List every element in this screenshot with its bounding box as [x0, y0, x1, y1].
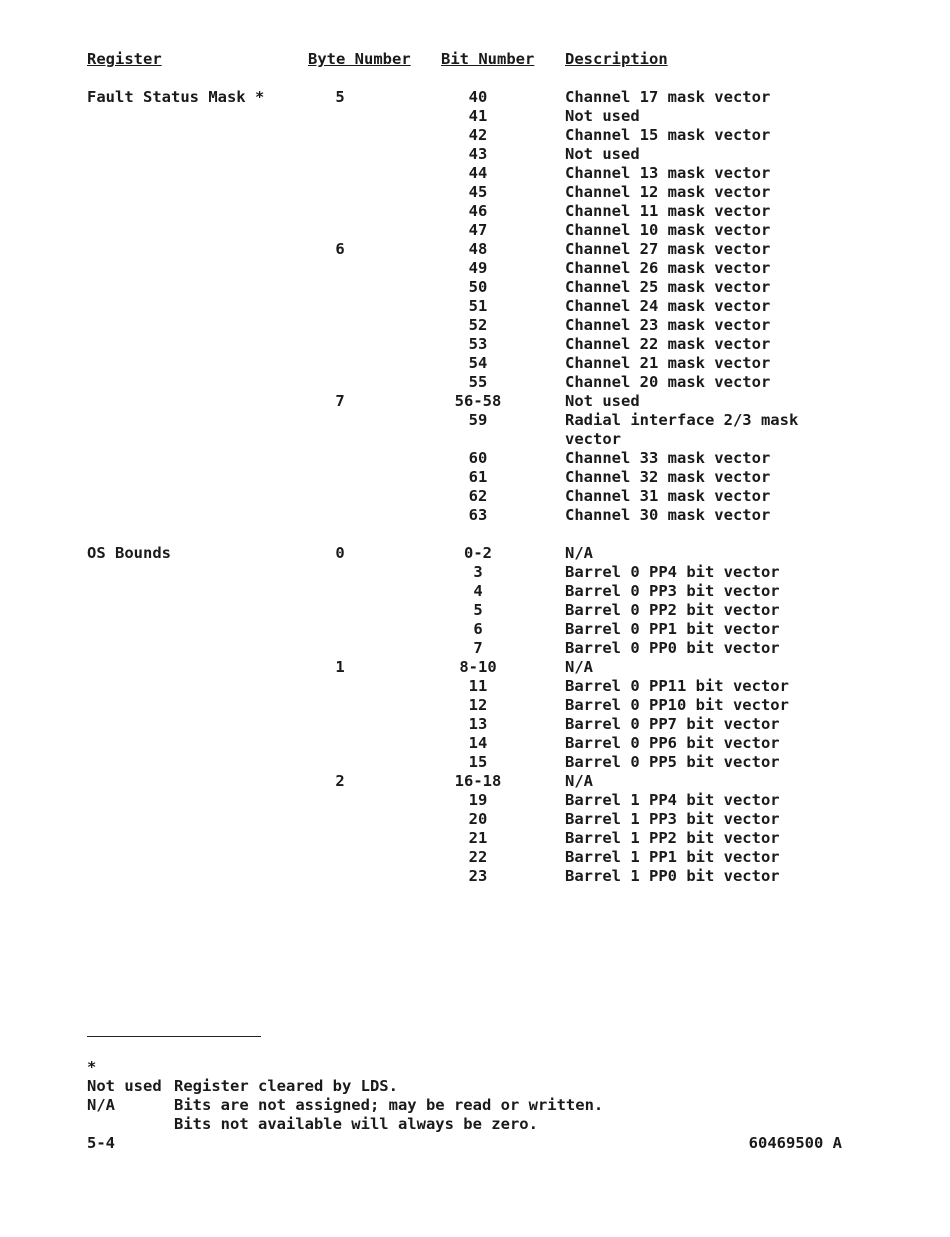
table-row	[0, 620, 950, 639]
description-cell: Channel 30 mask vector	[565, 506, 771, 524]
bit-number-cell: 53	[468, 335, 488, 353]
bit-number-cell: 45	[468, 183, 488, 201]
bit-number-cell: 14	[468, 734, 488, 752]
column-header-bit-number: Bit Number	[441, 50, 535, 68]
byte-number-cell: 5	[335, 88, 345, 106]
bit-number-cell: 48	[468, 240, 488, 258]
byte-number-cell: 0	[335, 544, 345, 562]
description-cell: Barrel 1 PP2 bit vector	[565, 829, 780, 847]
bit-number-cell: 4	[473, 582, 483, 600]
table-row	[0, 506, 950, 525]
table-row	[0, 791, 950, 810]
table-row	[0, 563, 950, 582]
table-row	[0, 126, 950, 145]
bit-number-cell: 60	[468, 449, 488, 467]
bit-number-cell: 12	[468, 696, 488, 714]
table-row	[0, 658, 950, 677]
table-row	[0, 867, 950, 886]
description-cell: N/A	[565, 544, 593, 562]
bit-number-cell: 47	[468, 221, 488, 239]
description-cell: Barrel 1 PP0 bit vector	[565, 867, 780, 885]
table-row	[0, 753, 950, 772]
table-row	[0, 316, 950, 335]
description-cell: Channel 24 mask vector	[565, 297, 771, 315]
description-cell: Channel 23 mask vector	[565, 316, 771, 334]
description-cell: Barrel 0 PP4 bit vector	[565, 563, 780, 581]
bit-number-cell: 22	[468, 848, 488, 866]
table-row	[0, 544, 950, 563]
description-cell: Channel 27 mask vector	[565, 240, 771, 258]
bit-number-cell: 5	[473, 601, 483, 619]
description-cell: Barrel 1 PP3 bit vector	[565, 810, 780, 828]
bit-number-cell: 19	[468, 791, 488, 809]
description-cell: Barrel 0 PP10 bit vector	[565, 696, 789, 714]
table-row	[0, 107, 950, 126]
bit-number-cell: 51	[468, 297, 488, 315]
bit-number-cell: 7	[473, 639, 483, 657]
table-row	[0, 88, 950, 107]
description-cell: Barrel 0 PP5 bit vector	[565, 753, 780, 771]
table-row	[0, 259, 950, 278]
bit-number-cell: 8-10	[459, 658, 497, 676]
bit-number-cell: 21	[468, 829, 488, 847]
bit-number-cell: 46	[468, 202, 488, 220]
footnote-definition: Bits are not assigned; may be read or written.	[174, 1096, 604, 1114]
table-row	[0, 373, 950, 392]
column-header-description: Description	[565, 50, 668, 68]
table-row	[0, 354, 950, 373]
table-row	[0, 772, 950, 791]
description-cell: Not used	[565, 107, 640, 125]
table-row	[0, 240, 950, 259]
description-cell: Channel 31 mask vector	[565, 487, 771, 505]
description-cell: Channel 32 mask vector	[565, 468, 771, 486]
description-cell: Channel 10 mask vector	[565, 221, 771, 239]
description-cell: Barrel 0 PP6 bit vector	[565, 734, 780, 752]
byte-number-cell: 6	[335, 240, 345, 258]
description-cell: Channel 26 mask vector	[565, 259, 771, 277]
description-cell: Channel 13 mask vector	[565, 164, 771, 182]
footnote-term: Not used	[87, 1077, 162, 1095]
bit-number-cell: 54	[468, 354, 488, 372]
description-cell: Radial interface 2/3 mask vector	[565, 411, 799, 448]
register-cell: OS Bounds	[87, 544, 171, 562]
footnote-term: N/A	[87, 1096, 115, 1114]
bit-number-cell: 0-2	[464, 544, 492, 562]
table-row	[0, 468, 950, 487]
description-cell: Channel 33 mask vector	[565, 449, 771, 467]
bit-number-cell: 11	[468, 677, 488, 695]
table-row	[0, 392, 950, 411]
description-cell: Barrel 1 PP1 bit vector	[565, 848, 780, 866]
table-row	[0, 449, 950, 468]
bit-number-cell: 3	[473, 563, 483, 581]
description-cell: Channel 22 mask vector	[565, 335, 771, 353]
table-row	[0, 221, 950, 240]
description-cell: Barrel 0 PP7 bit vector	[565, 715, 780, 733]
bit-number-cell: 62	[468, 487, 488, 505]
bit-number-cell: 20	[468, 810, 488, 828]
bit-number-cell: 44	[468, 164, 488, 182]
description-cell: Channel 25 mask vector	[565, 278, 771, 296]
table-row	[0, 677, 950, 696]
byte-number-cell: 1	[335, 658, 345, 676]
description-cell: Channel 11 mask vector	[565, 202, 771, 220]
table-row	[0, 848, 950, 867]
table-row	[0, 202, 950, 221]
bit-number-cell: 40	[468, 88, 488, 106]
table-row	[0, 145, 950, 164]
bit-number-cell: 63	[468, 506, 488, 524]
footnote-definition: Register cleared by LDS.	[174, 1077, 398, 1095]
description-cell: N/A	[565, 658, 593, 676]
bit-number-cell: 42	[468, 126, 488, 144]
register-table	[0, 88, 950, 886]
description-cell: Channel 12 mask vector	[565, 183, 771, 201]
bit-number-cell: 50	[468, 278, 488, 296]
table-row	[0, 829, 950, 848]
description-cell: Barrel 0 PP11 bit vector	[565, 677, 789, 695]
bit-number-cell: 56-58	[454, 392, 502, 410]
bit-number-cell: 52	[468, 316, 488, 334]
byte-number-cell: 7	[335, 392, 345, 410]
table-row	[0, 297, 950, 316]
bit-number-cell: 41	[468, 107, 488, 125]
footnote-rule	[87, 1036, 261, 1037]
table-row	[0, 278, 950, 297]
page-number: 5-4	[87, 1134, 115, 1152]
footnote-definition: Bits not available will always be zero.	[174, 1115, 538, 1133]
table-row	[0, 582, 950, 601]
table-row	[0, 639, 950, 658]
table-row	[0, 810, 950, 829]
table-row	[0, 601, 950, 620]
table-row	[0, 715, 950, 734]
description-cell: Not used	[565, 145, 640, 163]
bit-number-cell: 61	[468, 468, 488, 486]
column-header-byte-number: Byte Number	[308, 50, 411, 68]
table-row	[0, 164, 950, 183]
table-row	[0, 487, 950, 506]
description-cell: Channel 20 mask vector	[565, 373, 771, 391]
bit-number-cell: 23	[468, 867, 488, 885]
table-row	[0, 696, 950, 715]
byte-number-cell: 2	[335, 772, 345, 790]
description-cell: Barrel 0 PP2 bit vector	[565, 601, 780, 619]
bit-number-cell: 49	[468, 259, 488, 277]
description-cell: Channel 21 mask vector	[565, 354, 771, 372]
table-row	[0, 734, 950, 753]
table-row	[0, 411, 950, 449]
bit-number-cell: 43	[468, 145, 488, 163]
footnotes	[87, 1039, 604, 1133]
description-cell: Channel 15 mask vector	[565, 126, 771, 144]
bit-number-cell: 6	[473, 620, 483, 638]
bit-number-cell: 16-18	[454, 772, 502, 790]
document-number: 60469500 A	[748, 1134, 842, 1152]
register-cell: Fault Status Mask *	[87, 88, 265, 106]
footnote-term: *	[87, 1058, 97, 1076]
column-header-register: Register	[87, 50, 162, 68]
description-cell: Barrel 0 PP1 bit vector	[565, 620, 780, 638]
description-cell: Barrel 0 PP3 bit vector	[565, 582, 780, 600]
bit-number-cell: 15	[468, 753, 488, 771]
bit-number-cell: 59	[468, 411, 488, 429]
table-row	[0, 183, 950, 202]
table-row	[0, 335, 950, 354]
description-cell: Barrel 1 PP4 bit vector	[565, 791, 780, 809]
bit-number-cell: 13	[468, 715, 488, 733]
description-cell: N/A	[565, 772, 593, 790]
bit-number-cell: 55	[468, 373, 488, 391]
description-cell: Not used	[565, 392, 640, 410]
description-cell: Channel 17 mask vector	[565, 88, 771, 106]
description-cell: Barrel 0 PP0 bit vector	[565, 639, 780, 657]
